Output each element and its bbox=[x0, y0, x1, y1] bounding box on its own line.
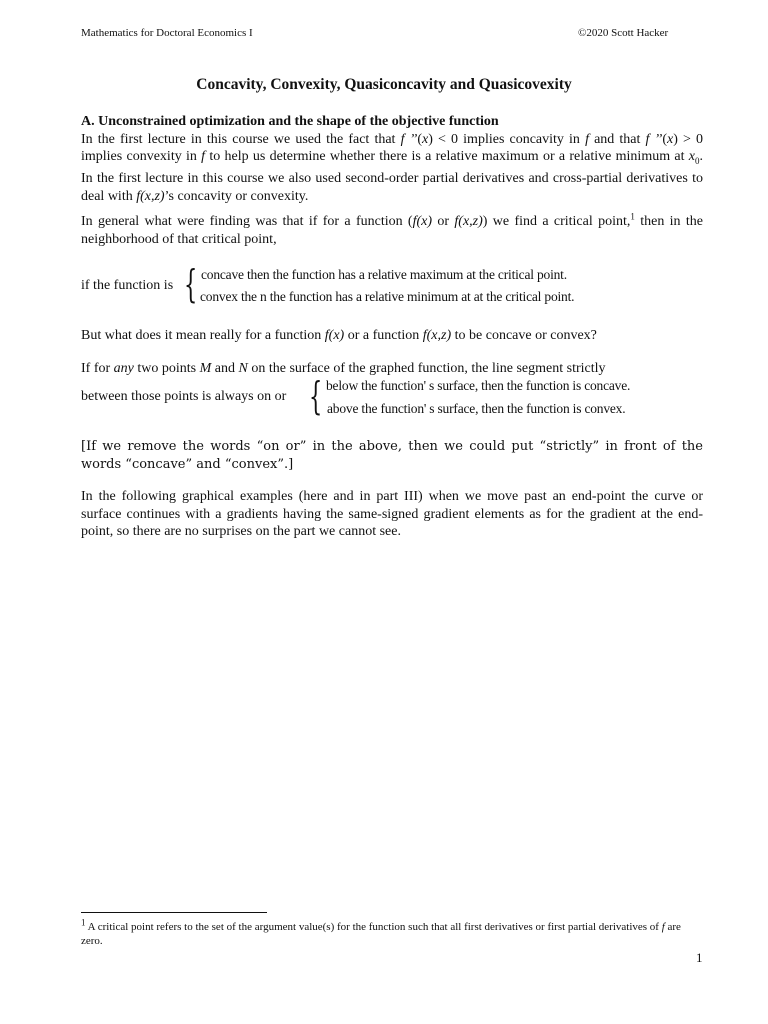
brace-1-line-1: concave then the function has a relative maximum at the critical point. bbox=[201, 267, 567, 282]
p2-text: In general what were finding was that if for a function ( bbox=[81, 214, 413, 229]
running-header-right: ©2020 Scott Hacker bbox=[578, 27, 669, 39]
p1-text: ( bbox=[417, 131, 423, 147]
p4-text: If for bbox=[81, 361, 114, 376]
p1-text: to help us determine whether there is a relative maximum or a relative minimum at bbox=[205, 149, 689, 164]
paragraph-3 bbox=[81, 327, 703, 345]
brace-1-line-2: convex the n the function has a relative minimum at at the critical point. bbox=[200, 289, 575, 304]
section-a-block bbox=[81, 113, 703, 205]
p1-text: . In the first lecture in this course we also used second-order partial derivatives and cross-partial derivatives to deal with bbox=[81, 149, 703, 204]
p1-math: f ’’ bbox=[400, 131, 418, 147]
p4-text: two points bbox=[133, 361, 200, 376]
footnote-text: are zero. bbox=[81, 921, 681, 947]
p3-text: to be concave or convex? bbox=[451, 328, 597, 343]
p2-text: or bbox=[432, 214, 455, 229]
p1-math: f bbox=[201, 149, 206, 164]
p1-text: ) < 0 implies concavity in bbox=[428, 131, 586, 147]
p4-text: on the surface of the graphed function, the line segment strictly bbox=[247, 361, 606, 376]
p2-math: f(x) bbox=[412, 214, 433, 229]
p1-math: x bbox=[667, 131, 674, 147]
brace-block-2 bbox=[81, 376, 703, 422]
footnote-math: f bbox=[661, 921, 665, 933]
p4-text: and bbox=[211, 361, 239, 376]
p1-subscript: 0 bbox=[695, 155, 700, 166]
p4-math: N bbox=[238, 361, 248, 376]
p2-text: then in the neighborhood of that critical point, bbox=[81, 214, 703, 247]
document-title: Concavity, Convexity, Quasiconcavity and Quasicovexity bbox=[196, 76, 572, 93]
running-header-left: Mathematics for Doctoral Economics I bbox=[81, 27, 253, 39]
brace-2-line-1: below the function' s surface, then the function is concave. bbox=[326, 378, 631, 393]
paragraph-5: [If we remove the words “on or” in the above, then we could put “strictly” in front of the words “concave” and “convex”.] bbox=[81, 439, 703, 472]
footnote-ref[interactable]: 1 bbox=[630, 211, 635, 222]
paragraph-6: In the following graphical examples (here and in part III) when we move past an end-point the curve or surface continues with a gradients having the same-signed gradient elements as for the gradient at the end-point, so there are no surprises on the part we cannot see. bbox=[81, 489, 703, 539]
left-brace-icon: { bbox=[184, 262, 198, 306]
p2-text: ) we find a critical point, bbox=[482, 214, 631, 229]
footnote-separator bbox=[81, 912, 267, 913]
p1-math: f ’’ bbox=[645, 131, 663, 147]
footnote-1 bbox=[81, 917, 703, 948]
p1-text: In the first lecture in this course we used the fact that bbox=[81, 131, 401, 147]
section-a-heading: A. Unconstrained optimization and the shape of the objective function bbox=[81, 114, 499, 129]
p2-math: f(x,z) bbox=[454, 214, 483, 229]
p3-text: But what does it mean really for a function bbox=[81, 328, 325, 343]
paragraph-2 bbox=[81, 213, 703, 248]
brace-block-1 bbox=[81, 264, 703, 310]
footnote-text: A critical point refers to the set of the argument value(s) for the function such that all first derivatives or first partial derivatives of bbox=[85, 921, 662, 933]
p1-math: x bbox=[422, 131, 429, 147]
p1-math: f bbox=[585, 131, 589, 147]
p1-text: ’s concavity or convexity. bbox=[164, 188, 309, 204]
brace-2-line-2: above the function' s surface, then the function is convex. bbox=[327, 401, 626, 416]
left-brace-icon: { bbox=[309, 374, 323, 418]
page-number: 1 bbox=[696, 950, 703, 965]
p1-text: ( bbox=[662, 131, 667, 147]
brace-2-label: between those points is always on or bbox=[81, 389, 287, 404]
p1-math: f(x,z) bbox=[136, 188, 165, 204]
p3-text: or a function bbox=[344, 328, 423, 343]
brace-1-label: if the function is bbox=[81, 278, 174, 293]
p1-text: and that bbox=[588, 131, 646, 147]
p3-math: f(x,z) bbox=[422, 328, 452, 343]
p1-text: ) > 0 implies convexity in bbox=[81, 131, 704, 164]
p3-math: f(x) bbox=[324, 328, 345, 343]
p4-math: M bbox=[199, 361, 212, 376]
paragraph-1 bbox=[81, 131, 703, 206]
p4-emphasis: any bbox=[113, 361, 134, 376]
paragraph-4 bbox=[81, 360, 703, 378]
p1-math: x bbox=[688, 149, 695, 164]
footnote-number: 1 bbox=[81, 917, 86, 928]
